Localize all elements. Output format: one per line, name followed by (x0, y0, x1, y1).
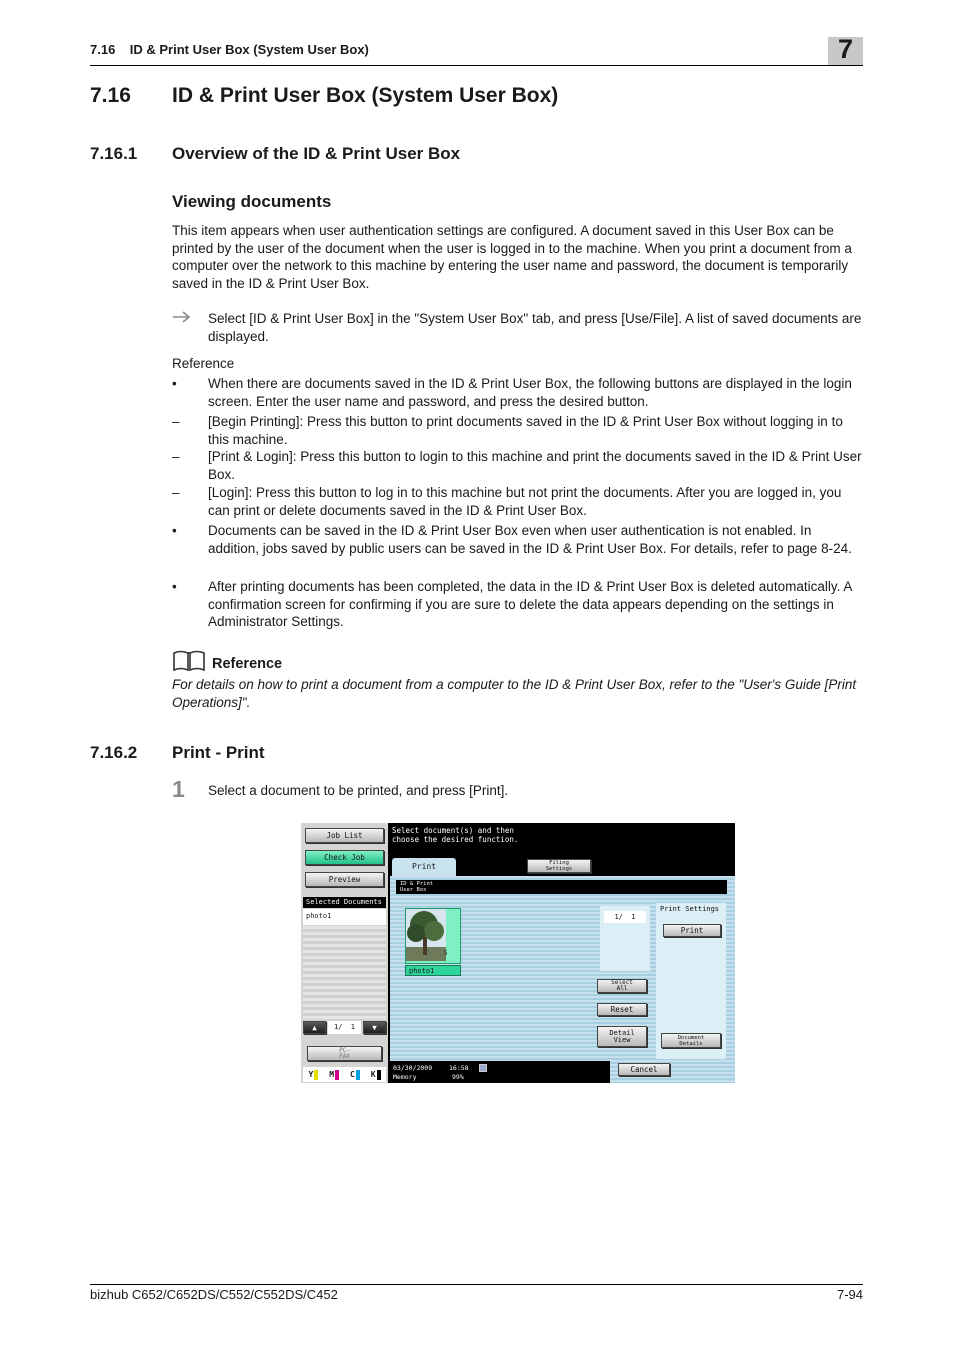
header-rule (90, 65, 863, 66)
reset-button[interactable]: Reset (597, 1003, 647, 1016)
scroll-down-button[interactable] (363, 1021, 386, 1034)
thumb-count: 5 (444, 950, 448, 957)
print-button[interactable]: Print (663, 924, 721, 937)
arrow-down-icon: ▼ (372, 1022, 377, 1032)
reference-box-heading (172, 650, 282, 676)
step-text: Select a document to be printed, and press [Print]. (208, 783, 509, 798)
reference-box-text: For details on how to print a document from a computer to the ID & Print User Box, refer to the "User's Guide [Print Operations]". (172, 677, 857, 710)
status-date: 03/30/2009 (393, 1064, 433, 1072)
memory-label: Memory (393, 1073, 417, 1081)
arrow-icon (172, 310, 192, 329)
subsection-title: Print - Print (172, 743, 265, 762)
list-item: • Documents can be saved in the ID & Print User Box even when user authentication is not enabled. In addition, jobs saved by public users can be saved in the ID & Print User Box. For details, refer to page 8-24. (172, 523, 852, 556)
scroll-up-button[interactable] (303, 1021, 326, 1034)
list-item: – [Print & Login]: Press this button to login to this machine and print the documents saved in the ID & Print User Box. (172, 449, 862, 482)
step-number: 1 (172, 776, 185, 802)
select-all-button[interactable]: Select All (597, 979, 647, 993)
arrow-up-icon: ▲ (312, 1022, 317, 1032)
tab-filing-settings[interactable]: Filing Settings (527, 859, 591, 873)
selected-docs-header: Selected Documents (303, 897, 386, 908)
intro-paragraph: This item appears when user authentication settings are configured. A document saved in this User Box can be printed by the user of the document when the user is logged in to the machine. When you print a document from a computer over the network to this machine by entering the user name and password, the document is temporarily saved in the ID & Print User Box. (172, 223, 852, 291)
page-counter: 1/ 1 (604, 911, 646, 923)
toner-label: Y (308, 1070, 314, 1079)
arrow-step (172, 310, 862, 345)
toner-label: C (349, 1070, 355, 1079)
arrow-step-text: Select [ID & Print User Box] in the "System User Box" tab, and press [Use/File]. A list of saved documents are displayed. (208, 311, 862, 344)
chapter-number: 7 (837, 34, 854, 64)
toner-indicator (303, 1067, 386, 1082)
subsection-title: Overview of the ID & Print User Box (172, 144, 461, 163)
detail-view-button[interactable]: Detail View (597, 1026, 647, 1047)
running-header: 7.16 ID & Print User Box (System User Box) (90, 42, 369, 57)
selected-docs-list (303, 926, 386, 1019)
yellow-toner-bar (314, 1070, 318, 1080)
section-number: 7.16 (90, 84, 131, 107)
left-panel (301, 823, 388, 1083)
footer-page-number: 7-94 (836, 1287, 863, 1302)
toner-label: K (370, 1070, 376, 1079)
list-item: – [Login]: Press this button to log in to this machine but not print the documents. After you are logged in, you can print or delete documents saved in the ID & Print User Box. (172, 485, 842, 518)
list-item: – [Begin Printing]: Press this button to print documents saved in the ID & Print User Box without logging in to this machine. (172, 414, 843, 447)
instruction-message: Select document(s) and then choose the desired function. (392, 826, 519, 844)
selected-doc-entry[interactable]: photo1 (303, 909, 386, 925)
pc-fax-button[interactable]: PC- FAX (307, 1046, 382, 1061)
print-settings-label: Print Settings (660, 905, 720, 913)
document-thumbnail[interactable] (405, 908, 461, 964)
viewing-documents-heading: Viewing documents (172, 192, 332, 211)
network-icon (479, 1064, 487, 1072)
list-item: • When there are documents saved in the ID & Print User Box, the following buttons are displayed in the login screen. Enter the user name and password, and press the desired button. (172, 376, 852, 409)
magenta-toner-bar (335, 1070, 339, 1080)
footer-rule (90, 1284, 863, 1285)
left-page-counter: 1/ 1 (328, 1021, 361, 1034)
subsection-number: 7.16.2 (90, 743, 138, 762)
memory-value: 99% (452, 1073, 464, 1081)
preview-button[interactable]: Preview (305, 872, 384, 887)
control-panel-screenshot (301, 823, 735, 1083)
check-job-button[interactable]: Check Job (305, 850, 384, 865)
document-details-button[interactable]: Document Details (661, 1033, 721, 1048)
reference-box-title: Reference (212, 656, 283, 672)
section-title: ID & Print User Box (System User Box) (172, 84, 559, 107)
job-list-button[interactable]: Job List (305, 828, 384, 843)
black-toner-bar (377, 1070, 381, 1080)
book-icon (172, 650, 206, 676)
cyan-toner-bar (356, 1070, 360, 1080)
toner-label: M (329, 1070, 335, 1079)
thumbnail-label[interactable]: photo1 (405, 965, 461, 976)
subsection-number: 7.16.1 (90, 144, 138, 163)
reference-label: Reference (172, 356, 235, 371)
photo-thumbnail-icon (406, 909, 446, 961)
footer-model: bizhub C652/C652DS/C552/C552DS/C452 (90, 1287, 338, 1302)
box-title-bar: ID & Print User Box (396, 880, 727, 894)
tab-print[interactable]: Print (392, 858, 456, 876)
status-time: 16:58 (449, 1064, 469, 1072)
list-item: • After printing documents has been completed, the data in the ID & Print User Box is deleted automatically. A confirmation screen for confirming if you are sure to delete the data appears depending on the settings in Administrator Settings. (172, 579, 852, 630)
cancel-button[interactable]: Cancel (618, 1063, 670, 1076)
